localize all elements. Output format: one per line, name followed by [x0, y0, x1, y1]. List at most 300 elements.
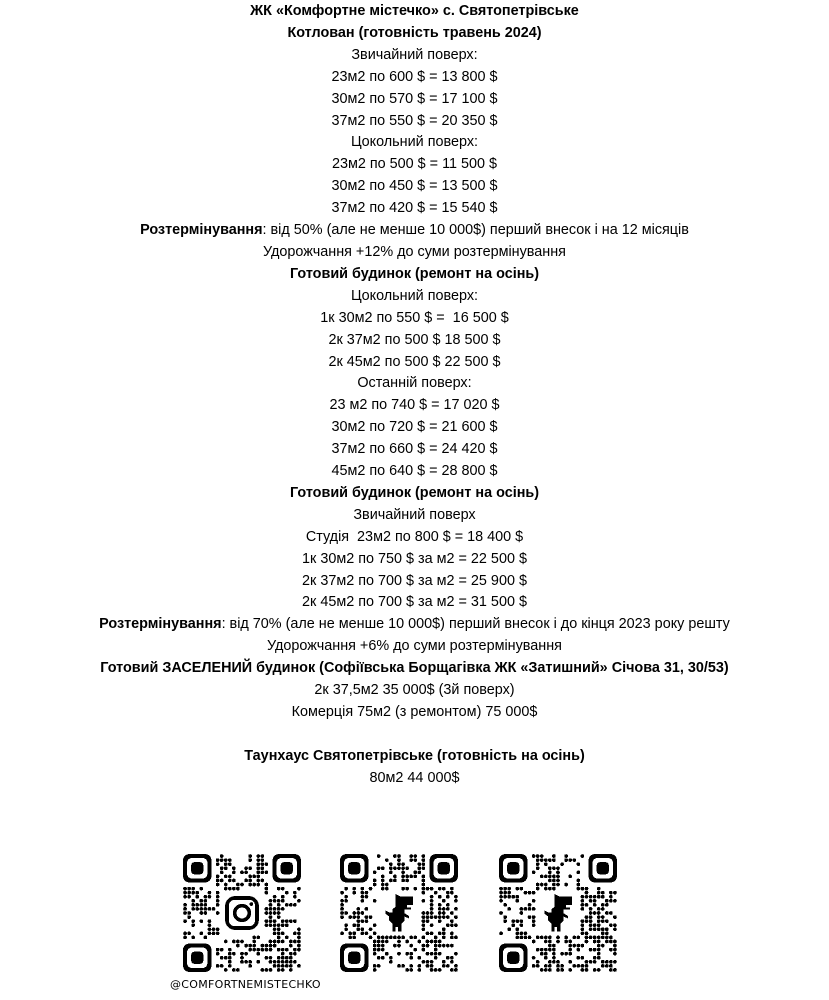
qr-dot: [585, 968, 589, 972]
qr-dot: [577, 948, 581, 952]
qr-dot: [409, 944, 413, 948]
qr-dot: [265, 862, 269, 866]
qr-dot: [548, 944, 552, 948]
qr-dot: [261, 944, 265, 948]
qr-dot: [409, 936, 413, 940]
qr-dot: [572, 944, 576, 948]
qr-dot: [277, 903, 281, 907]
qr-dot: [377, 854, 381, 858]
qr-dot: [593, 940, 597, 944]
qr-dot: [438, 944, 442, 948]
qr-dot: [269, 968, 273, 972]
qr-dot: [191, 923, 195, 927]
qr-dot: [418, 964, 422, 968]
qr-dot: [450, 923, 454, 927]
qr-dot: [381, 866, 385, 870]
qr-dot: [556, 875, 560, 879]
qr-dot: [261, 858, 265, 862]
qr-dot: [426, 952, 430, 956]
qr-dot: [564, 952, 568, 956]
qr-dot: [601, 936, 605, 940]
qr-dot: [273, 923, 277, 927]
qr-dot: [285, 903, 289, 907]
qr-dot: [256, 875, 260, 879]
qr-dot: [293, 895, 297, 899]
qr-dot: [183, 907, 187, 911]
qr-dot: [293, 903, 297, 907]
qr-dot: [613, 960, 617, 964]
qr-dot: [532, 907, 536, 911]
qr-dot: [532, 923, 536, 927]
qr-dot: [212, 907, 216, 911]
qr-dot: [572, 936, 576, 940]
qr-dot: [365, 932, 369, 936]
qr-dot: [397, 964, 401, 968]
qr-dot: [256, 948, 260, 952]
qr-dot: [515, 887, 519, 891]
qr-dot: [434, 940, 438, 944]
qr-dot: [216, 891, 220, 895]
qr-dot: [281, 956, 285, 960]
qr-dot: [256, 952, 260, 956]
qr-dot: [572, 858, 576, 862]
qr-dot: [552, 875, 556, 879]
qr-dot: [409, 875, 413, 879]
qr-dot: [269, 911, 273, 915]
qr-dot: [261, 866, 265, 870]
qr-dot: [269, 907, 273, 911]
qr-dot: [413, 936, 417, 940]
qr-finder-inner: [348, 952, 360, 964]
qr-dot: [454, 964, 458, 968]
qr-dot: [418, 862, 422, 866]
pit-regular-row: 30м2 по 570 $ = 17 100 $: [331, 90, 498, 107]
qr-dot: [560, 862, 564, 866]
qr-dot: [446, 907, 450, 911]
qr-dot: [373, 883, 377, 887]
qr-dot: [385, 936, 389, 940]
qr-dot: [340, 911, 344, 915]
qr-dot: [256, 879, 260, 883]
ready2-installment: [75, 614, 755, 636]
qr-dot: [552, 879, 556, 883]
qr-dot: [438, 887, 442, 891]
qr-dot: [401, 870, 405, 874]
qr-dot: [442, 927, 446, 931]
qr-dot: [442, 936, 446, 940]
qr-dot: [585, 915, 589, 919]
qr-dot: [581, 919, 585, 923]
qr-dot: [524, 932, 528, 936]
qr-dot: [548, 940, 552, 944]
ready2-markup: Удорожчання +6% до суми розтермінування: [267, 638, 562, 655]
qr-dot: [442, 907, 446, 911]
qr-dot: [556, 936, 560, 940]
qr-dot: [224, 875, 228, 879]
document-title: ЖК «Комфортне містечко» с. Святопетрівське: [250, 3, 579, 19]
qr-dot: [511, 919, 515, 923]
qr-dot: [228, 952, 232, 956]
qr-dot: [450, 968, 454, 972]
qr-dot: [597, 907, 601, 911]
qr-dot: [605, 960, 609, 964]
qr-dot: [548, 870, 552, 874]
ready2-regular-row: 2к 37м2 по 700 $ за м2 = 25 900 $: [302, 572, 527, 589]
qr-dot: [605, 919, 609, 923]
qr-dot: [593, 968, 597, 972]
qr-dot: [409, 952, 413, 956]
qr-dot: [454, 899, 458, 903]
qr-dot: [613, 923, 617, 927]
qr-dot: [524, 936, 528, 940]
qr-dot: [281, 899, 285, 903]
qr-dot: [261, 968, 265, 972]
qr-dot: [454, 968, 458, 972]
qr-dot: [552, 948, 556, 952]
qr-dot: [568, 960, 572, 964]
qr-dot: [220, 964, 224, 968]
qr-dot: [589, 911, 593, 915]
qr-dot: [277, 936, 281, 940]
qr-dot: [377, 936, 381, 940]
qr-dot: [581, 895, 585, 899]
qr-dot: [216, 883, 220, 887]
pit-basement-row: 37м2 по 420 $ = 15 540 $: [331, 200, 498, 217]
qr-dot: [377, 956, 381, 960]
qr-dot: [609, 936, 613, 940]
ready1-top-row: 30м2 по 720 $ = 21 600 $: [331, 419, 498, 436]
qr-dot: [348, 915, 352, 919]
qr-dot: [413, 887, 417, 891]
qr-dot: [228, 862, 232, 866]
qr-dot: [352, 911, 356, 915]
qr-dot: [273, 960, 277, 964]
qr-dot: [405, 952, 409, 956]
ready2-regular-row: Студія 23м2 по 800 $ = 18 400 $: [305, 528, 524, 545]
qr-dot: [422, 944, 426, 948]
qr-dot: [438, 952, 442, 956]
qr-dot: [438, 968, 442, 972]
installment-label: Розтермінування: [140, 222, 263, 239]
qr-dot: [240, 870, 244, 874]
qr-dot: [556, 968, 560, 972]
qr-dot: [446, 903, 450, 907]
qr-dot: [293, 891, 297, 895]
qr-dot: [503, 915, 507, 919]
qr-dot: [524, 907, 528, 911]
qr-dot: [401, 875, 405, 879]
qr-dot: [409, 964, 413, 968]
qr-dot: [585, 960, 589, 964]
qr-dot: [593, 903, 597, 907]
qr-dot: [426, 932, 430, 936]
qr-dot: [450, 960, 454, 964]
qr-dot: [589, 936, 593, 940]
qr-dot: [532, 915, 536, 919]
qr-dot: [450, 887, 454, 891]
qr-dot: [605, 899, 609, 903]
qr-dot: [450, 936, 454, 940]
qr-dot: [405, 875, 409, 879]
qr-dot: [536, 948, 540, 952]
qr-dot: [515, 895, 519, 899]
qr-dot: [297, 887, 301, 891]
qr-dot: [236, 883, 240, 887]
qr-dot: [454, 952, 458, 956]
qr-dot: [228, 858, 232, 862]
qr-dot: [265, 870, 269, 874]
qr-dot: [261, 948, 265, 952]
qr-dot: [609, 891, 613, 895]
qr-dot: [548, 936, 552, 940]
qr-dot: [244, 870, 248, 874]
qr-finder-inner: [348, 862, 360, 874]
qr-dot: [405, 968, 409, 972]
qr-dot: [609, 923, 613, 927]
qr-dot: [224, 858, 228, 862]
qr-dot: [365, 907, 369, 911]
qr-dot: [532, 899, 536, 903]
qr-dot: [446, 923, 450, 927]
qr-dot: [442, 932, 446, 936]
qr-dot: [515, 927, 519, 931]
qr-dot: [199, 932, 203, 936]
qr-dot: [430, 895, 434, 899]
qr-dot: [560, 964, 564, 968]
qr-dot: [344, 887, 348, 891]
qr-dot: [236, 887, 240, 891]
qr-dot: [401, 964, 405, 968]
qr-dot: [297, 964, 301, 968]
qr-dot: [401, 936, 405, 940]
qr-dot: [544, 936, 548, 940]
qr-dot: [340, 899, 344, 903]
qr-dot: [187, 915, 191, 919]
qr-dot: [430, 923, 434, 927]
pit-installment: [0, 220, 829, 242]
qr-dot: [597, 915, 601, 919]
qr-dot: [613, 899, 617, 903]
qr-dot: [265, 944, 269, 948]
qr-dot: [208, 919, 212, 923]
qr-dot: [552, 883, 556, 887]
qr-dot: [548, 875, 552, 879]
qr-dot: [524, 891, 528, 895]
qr-dot: [426, 964, 430, 968]
qr-dot: [548, 879, 552, 883]
qr-dot: [224, 940, 228, 944]
qr-code-3[interactable]: [499, 854, 617, 972]
qr-dot: [601, 927, 605, 931]
pit-basement-row: 23м2 по 500 $ = 11 500 $: [331, 156, 498, 173]
ready1-top-row: 23 м2 по 740 $ = 17 020 $: [329, 397, 500, 414]
qr-dot: [265, 911, 269, 915]
qr-dot: [536, 866, 540, 870]
qr-dot: [511, 923, 515, 927]
instagram-qr-code[interactable]: [183, 854, 301, 972]
qr-dot: [536, 862, 540, 866]
qr-dot: [220, 870, 224, 874]
qr-dot: [191, 936, 195, 940]
qr-dot: [422, 875, 426, 879]
qr-dot: [544, 883, 548, 887]
qr-dot: [593, 948, 597, 952]
qr-dot: [361, 891, 365, 895]
qr-dot: [401, 887, 405, 891]
qr-dot: [422, 858, 426, 862]
qr-dot: [560, 968, 564, 972]
qr-dot: [581, 854, 585, 858]
qr-dot: [422, 923, 426, 927]
qr-dot: [422, 899, 426, 903]
qr-codes: [0, 848, 829, 1000]
qr-dot: [434, 952, 438, 956]
qr-dot: [365, 891, 369, 895]
qr-dot: [285, 891, 289, 895]
qr-dot: [385, 858, 389, 862]
qr-dot: [195, 895, 199, 899]
qr-dot: [446, 895, 450, 899]
qr-dot: [393, 936, 397, 940]
qr-dot: [261, 862, 265, 866]
qr-dot: [577, 936, 581, 940]
qr-dot: [385, 887, 389, 891]
qr-dot: [605, 940, 609, 944]
qr-dot: [544, 862, 548, 866]
qr-dot: [552, 960, 556, 964]
qr-dot: [232, 968, 236, 972]
qr-dot: [405, 940, 409, 944]
pit-regular-row: 37м2 по 550 $ = 20 350 $: [331, 112, 498, 129]
qr-dot: [413, 858, 417, 862]
qr-dot: [422, 866, 426, 870]
qr-dot: [540, 854, 544, 858]
qr-dot: [532, 854, 536, 858]
qr-dot: [208, 907, 212, 911]
qr-dot: [393, 875, 397, 879]
qr-dot: [261, 854, 265, 858]
qr-dot: [277, 927, 281, 931]
qr-finder-inner: [597, 862, 609, 874]
qr-dot: [277, 960, 281, 964]
qr-dot: [187, 891, 191, 895]
qr-dot: [183, 919, 187, 923]
qr-dot: [204, 895, 208, 899]
qr-dot: [556, 964, 560, 968]
qr-dot: [273, 919, 277, 923]
qr-dot: [212, 927, 216, 931]
qr-dot: [581, 968, 585, 972]
qr-dot: [277, 956, 281, 960]
qr-dot: [191, 919, 195, 923]
qr-dot: [381, 956, 385, 960]
qr-dot: [381, 883, 385, 887]
qr-dot: [269, 915, 273, 919]
qr-dot: [613, 968, 617, 972]
qr-dot: [289, 956, 293, 960]
qr-dot: [373, 968, 377, 972]
qr-dot: [589, 927, 593, 931]
qr-dot: [297, 899, 301, 903]
qr-dot: [183, 932, 187, 936]
qr-dot: [442, 911, 446, 915]
qr-code-2[interactable]: [340, 854, 458, 972]
qr-dot: [297, 927, 301, 931]
qr-dot: [581, 944, 585, 948]
qr-dot: [281, 919, 285, 923]
qr-dot: [528, 903, 532, 907]
qr-dot: [285, 948, 289, 952]
qr-dot: [397, 936, 401, 940]
qr-dot: [373, 870, 377, 874]
qr-dot: [585, 903, 589, 907]
qr-dot: [377, 940, 381, 944]
qr-dot: [552, 952, 556, 956]
qr-dot: [430, 952, 434, 956]
qr-dot: [252, 948, 256, 952]
qr-dot: [446, 891, 450, 895]
qr-dot: [277, 915, 281, 919]
qr-dot: [281, 895, 285, 899]
qr-dot: [273, 911, 277, 915]
qr-dot: [515, 932, 519, 936]
qr-dot: [224, 887, 228, 891]
qr-dot: [240, 956, 244, 960]
qr-dot: [401, 862, 405, 866]
qr-dot: [244, 866, 248, 870]
qr-dot: [609, 968, 613, 972]
qr-dot: [556, 883, 560, 887]
qr-dot: [340, 907, 344, 911]
qr-dot: [597, 936, 601, 940]
qr-dot: [597, 948, 601, 952]
qr-dot: [515, 936, 519, 940]
qr-dot: [344, 899, 348, 903]
qr-dot: [216, 899, 220, 903]
qr-dot: [503, 891, 507, 895]
qr-dot: [381, 936, 385, 940]
qr-dot: [285, 936, 289, 940]
instagram-handle[interactable]: @COMFORTNEMISTECHKO: [170, 978, 321, 991]
qr-dot: [195, 903, 199, 907]
qr-dot: [589, 915, 593, 919]
qr-dot: [438, 932, 442, 936]
qr-dot: [507, 887, 511, 891]
qr-dot: [597, 891, 601, 895]
qr-dot: [248, 948, 252, 952]
qr-dot: [277, 932, 281, 936]
qr-dot: [548, 968, 552, 972]
qr-dot: [216, 932, 220, 936]
qr-dot: [356, 911, 360, 915]
qr-dot: [373, 952, 377, 956]
qr-dot: [409, 968, 413, 972]
qr-dot: [597, 895, 601, 899]
qr-dot: [520, 919, 524, 923]
qr-dot: [265, 948, 269, 952]
qr-dot: [191, 899, 195, 903]
qr-dot: [269, 944, 273, 948]
qr-dot: [556, 879, 560, 883]
pit-heading: Котлован (готовність травень 2024): [287, 24, 542, 41]
qr-dot: [377, 866, 381, 870]
qr-dot: [438, 911, 442, 915]
qr-dot: [520, 887, 524, 891]
qr-dot: [507, 907, 511, 911]
qr-dot: [224, 883, 228, 887]
qr-dot: [195, 891, 199, 895]
qr-dot: [540, 858, 544, 862]
